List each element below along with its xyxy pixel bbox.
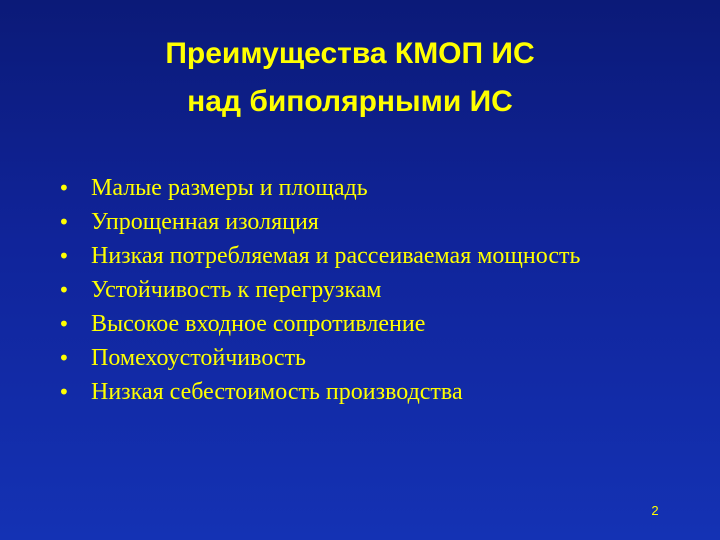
list-item-text: Низкая себестоимость производства: [91, 379, 463, 405]
bullet-icon: •: [58, 380, 70, 404]
list-item: [58, 241, 678, 271]
slide-title: [0, 30, 700, 126]
list-item-text: Низкая потребляемая и рассеиваемая мощность: [91, 243, 581, 269]
slide-title-line-2: над биполярными ИС: [187, 85, 513, 118]
bullet-icon: •: [58, 312, 70, 336]
list-item-text: Малые размеры и площадь: [91, 175, 368, 201]
bullet-icon: •: [58, 278, 70, 302]
bullet-icon: •: [58, 346, 70, 370]
list-item: [58, 173, 678, 203]
list-item-text: Высокое входное сопротивление: [91, 311, 426, 337]
bullet-list: [58, 173, 678, 411]
slide-title-line-1: Преимущества КМОП ИС: [165, 37, 535, 70]
list-item: [58, 207, 678, 237]
list-item: [58, 275, 678, 305]
list-item-text: Устойчивость к перегрузкам: [91, 277, 382, 303]
bullet-icon: •: [58, 244, 70, 268]
bullet-icon: •: [58, 176, 70, 200]
list-item: [58, 377, 678, 407]
list-item-text: Упрощенная изоляция: [91, 209, 319, 235]
list-item-text: Помехоустойчивость: [91, 345, 307, 371]
page-number: 2: [651, 503, 659, 518]
list-item: [58, 309, 678, 339]
list-item: [58, 343, 678, 373]
bullet-icon: •: [58, 210, 70, 234]
